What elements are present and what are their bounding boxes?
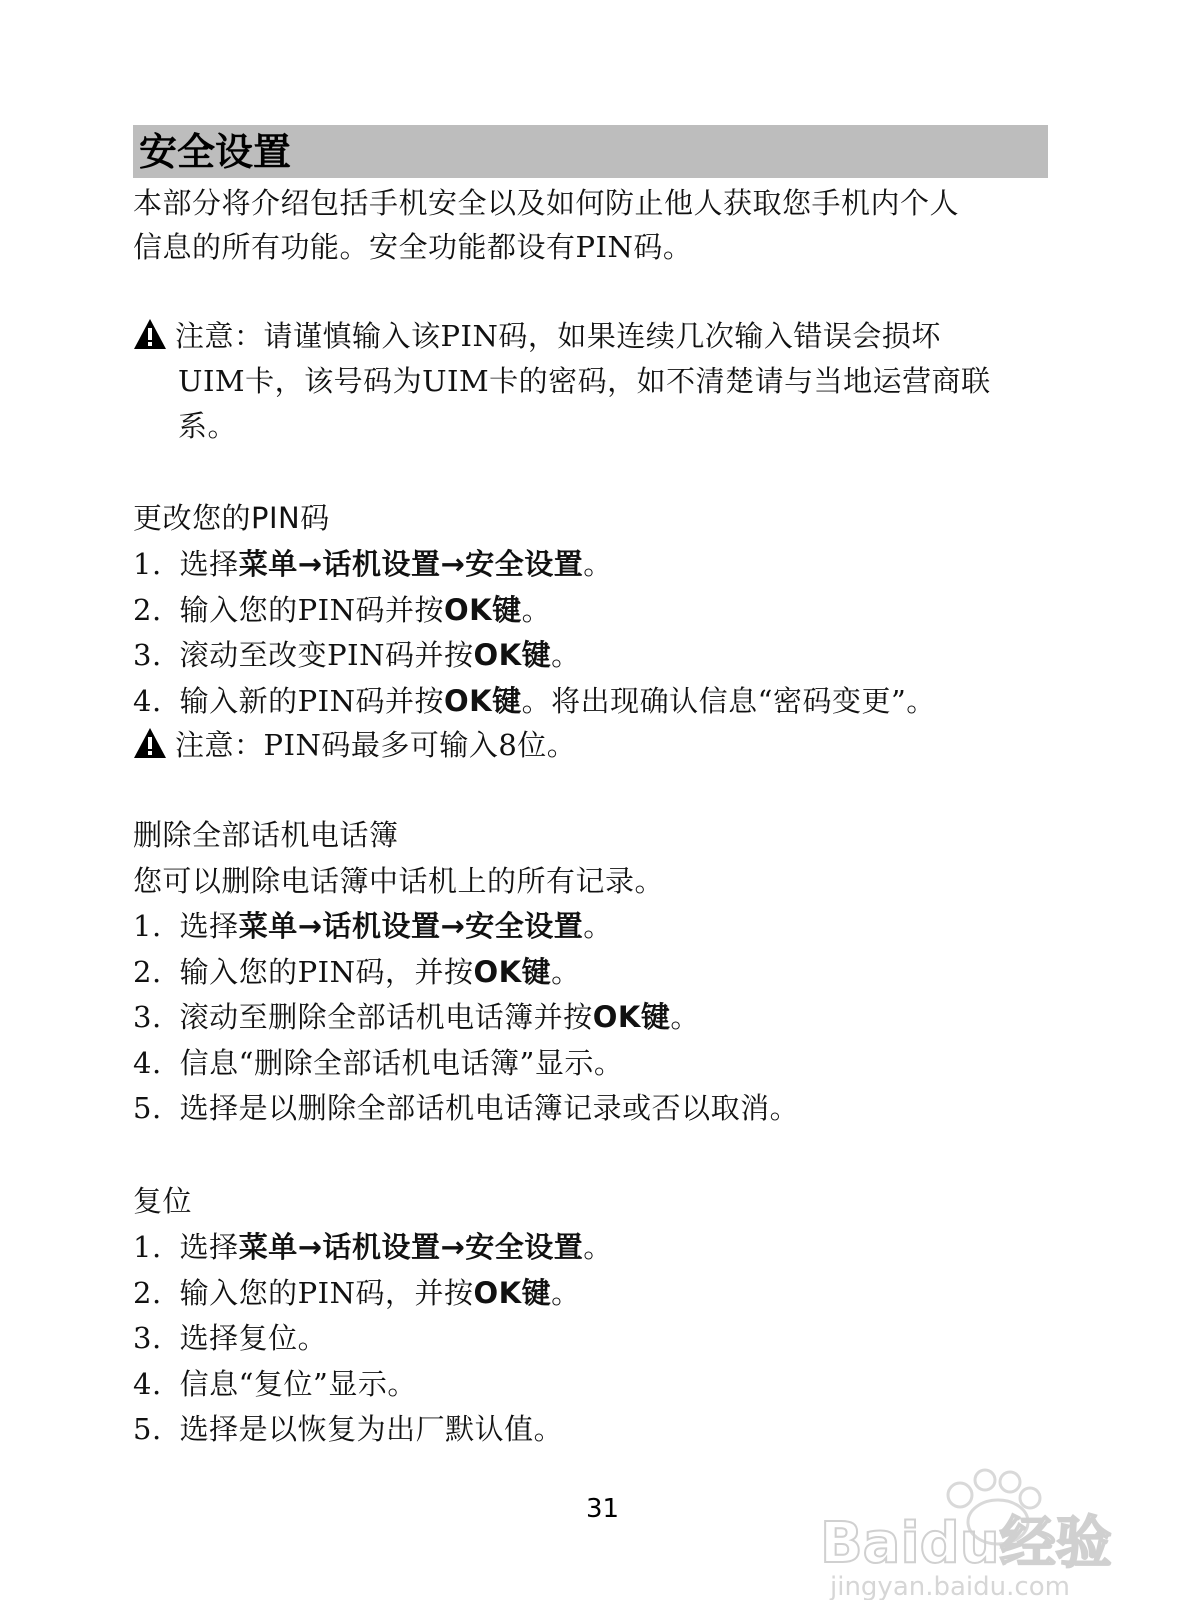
step-bold-text: OK键 [592, 1000, 671, 1034]
warning-line-1 [133, 316, 941, 356]
step-number: 3. [133, 1321, 162, 1355]
step-bold-text: 菜单→话机设置→安全设置 [238, 1230, 584, 1264]
page-number: 31 [586, 1494, 620, 1524]
step-text-end: 。 [670, 1000, 700, 1034]
baidu-watermark-logo [820, 1440, 1120, 1600]
step-item [133, 544, 613, 584]
step-item [133, 681, 936, 721]
step-number: 1. [133, 1230, 162, 1264]
step-bold-text: 菜单→话机设置→安全设置 [238, 547, 584, 581]
step-text: 滚动至改变PIN码并按 [179, 638, 474, 672]
step-text-end: 。 [521, 592, 552, 627]
step-number: 2. [133, 592, 162, 627]
step-text: 选择 [179, 1230, 239, 1264]
step-item [133, 1088, 799, 1128]
step-item [133, 997, 700, 1037]
step-item [133, 906, 613, 946]
step-text: 信息“复位”显示。 [179, 1366, 417, 1401]
step-text-end: 。 [551, 1275, 581, 1310]
step-number: 1. [133, 909, 162, 943]
step-text-end: 。 [583, 909, 613, 943]
step-number: 4. [133, 683, 162, 718]
step-item [133, 1227, 613, 1267]
step-number: 5. [133, 1412, 162, 1446]
step-item [133, 1273, 581, 1313]
step-item [133, 952, 581, 992]
step-bold-text: OK键 [473, 638, 552, 672]
intro-line-2: 信息的所有功能。安全功能都设有PIN码。 [133, 230, 693, 264]
step-text-end: 。 [551, 954, 581, 989]
step-number: 2. [133, 1275, 162, 1310]
step-number: 4. [133, 1366, 162, 1401]
step-text-end: 。 [583, 547, 613, 581]
watermark-url: jingyan.baidu.com [830, 1572, 1070, 1600]
watermark-brand: Baidu经验 [820, 1511, 1112, 1576]
step-bold-text: OK键 [473, 1275, 552, 1310]
step-text: 选择 [179, 909, 239, 943]
step-number: 4. [133, 1045, 162, 1080]
step-text-end: 。将出现确认信息“密码变更”。 [521, 683, 936, 718]
step-item [133, 1318, 327, 1358]
step-text: 输入您的PIN码并按 [179, 592, 445, 627]
step-text: 选择是以删除全部话机电话簿记录或否以取消。 [179, 1091, 800, 1125]
pin-note [133, 725, 576, 765]
step-item [133, 590, 551, 630]
step-text: 选择是以恢复为出厂默认值。 [179, 1412, 564, 1446]
warning-icon [133, 727, 167, 759]
step-item [133, 1409, 563, 1449]
intro-line-1: 本部分将介绍包括手机安全以及如何防止他人获取您手机内个人 [133, 186, 960, 220]
step-bold-text: OK键 [473, 954, 552, 989]
step-text: 输入新的PIN码并按 [179, 683, 445, 718]
step-number: 3. [133, 1000, 162, 1034]
section-title-bar [133, 125, 1048, 178]
step-number: 3. [133, 638, 162, 672]
step-text-end: 。 [551, 638, 581, 672]
section2-description: 您可以删除电话簿中话机上的所有记录。 [133, 864, 665, 898]
step-text: 选择复位。 [179, 1321, 328, 1355]
step-number: 1. [133, 547, 162, 581]
step-bold-text: OK键 [444, 592, 522, 627]
warning-text-1: 注意：请谨慎输入该PIN码，如果连续几次输入错误会损坏 [175, 319, 941, 353]
warning-line-2: UIM卡，该号码为UIM卡的密码，如不清楚请与当地运营商联 [178, 364, 991, 398]
step-item [133, 635, 581, 675]
page-title: 安全设置 [139, 130, 292, 174]
step-item [133, 1043, 623, 1083]
step-item [133, 1364, 417, 1404]
section-heading-reset: 复位 [133, 1184, 193, 1218]
step-text: 输入您的PIN码，并按 [179, 1275, 474, 1310]
step-text: 输入您的PIN码，并按 [179, 954, 474, 989]
section-heading-change-pin: 更改您的PIN码 [133, 501, 330, 535]
step-number: 2. [133, 954, 162, 989]
step-text: 滚动至删除全部话机电话簿并按 [179, 1000, 593, 1034]
section-heading-delete-phonebook: 删除全部话机电话簿 [133, 818, 399, 852]
warning-icon [133, 318, 167, 350]
step-text-end: 。 [583, 1230, 613, 1264]
step-number: 5. [133, 1091, 162, 1125]
warning-line-3: 系。 [178, 409, 238, 443]
step-text: 信息“删除全部话机电话簿”显示。 [179, 1045, 624, 1080]
step-bold-text: 菜单→话机设置→安全设置 [238, 909, 584, 943]
step-text: 选择 [179, 547, 239, 581]
pin-note-text: 注意：PIN码最多可输入8位。 [175, 728, 577, 762]
step-bold-text: OK键 [444, 683, 522, 718]
